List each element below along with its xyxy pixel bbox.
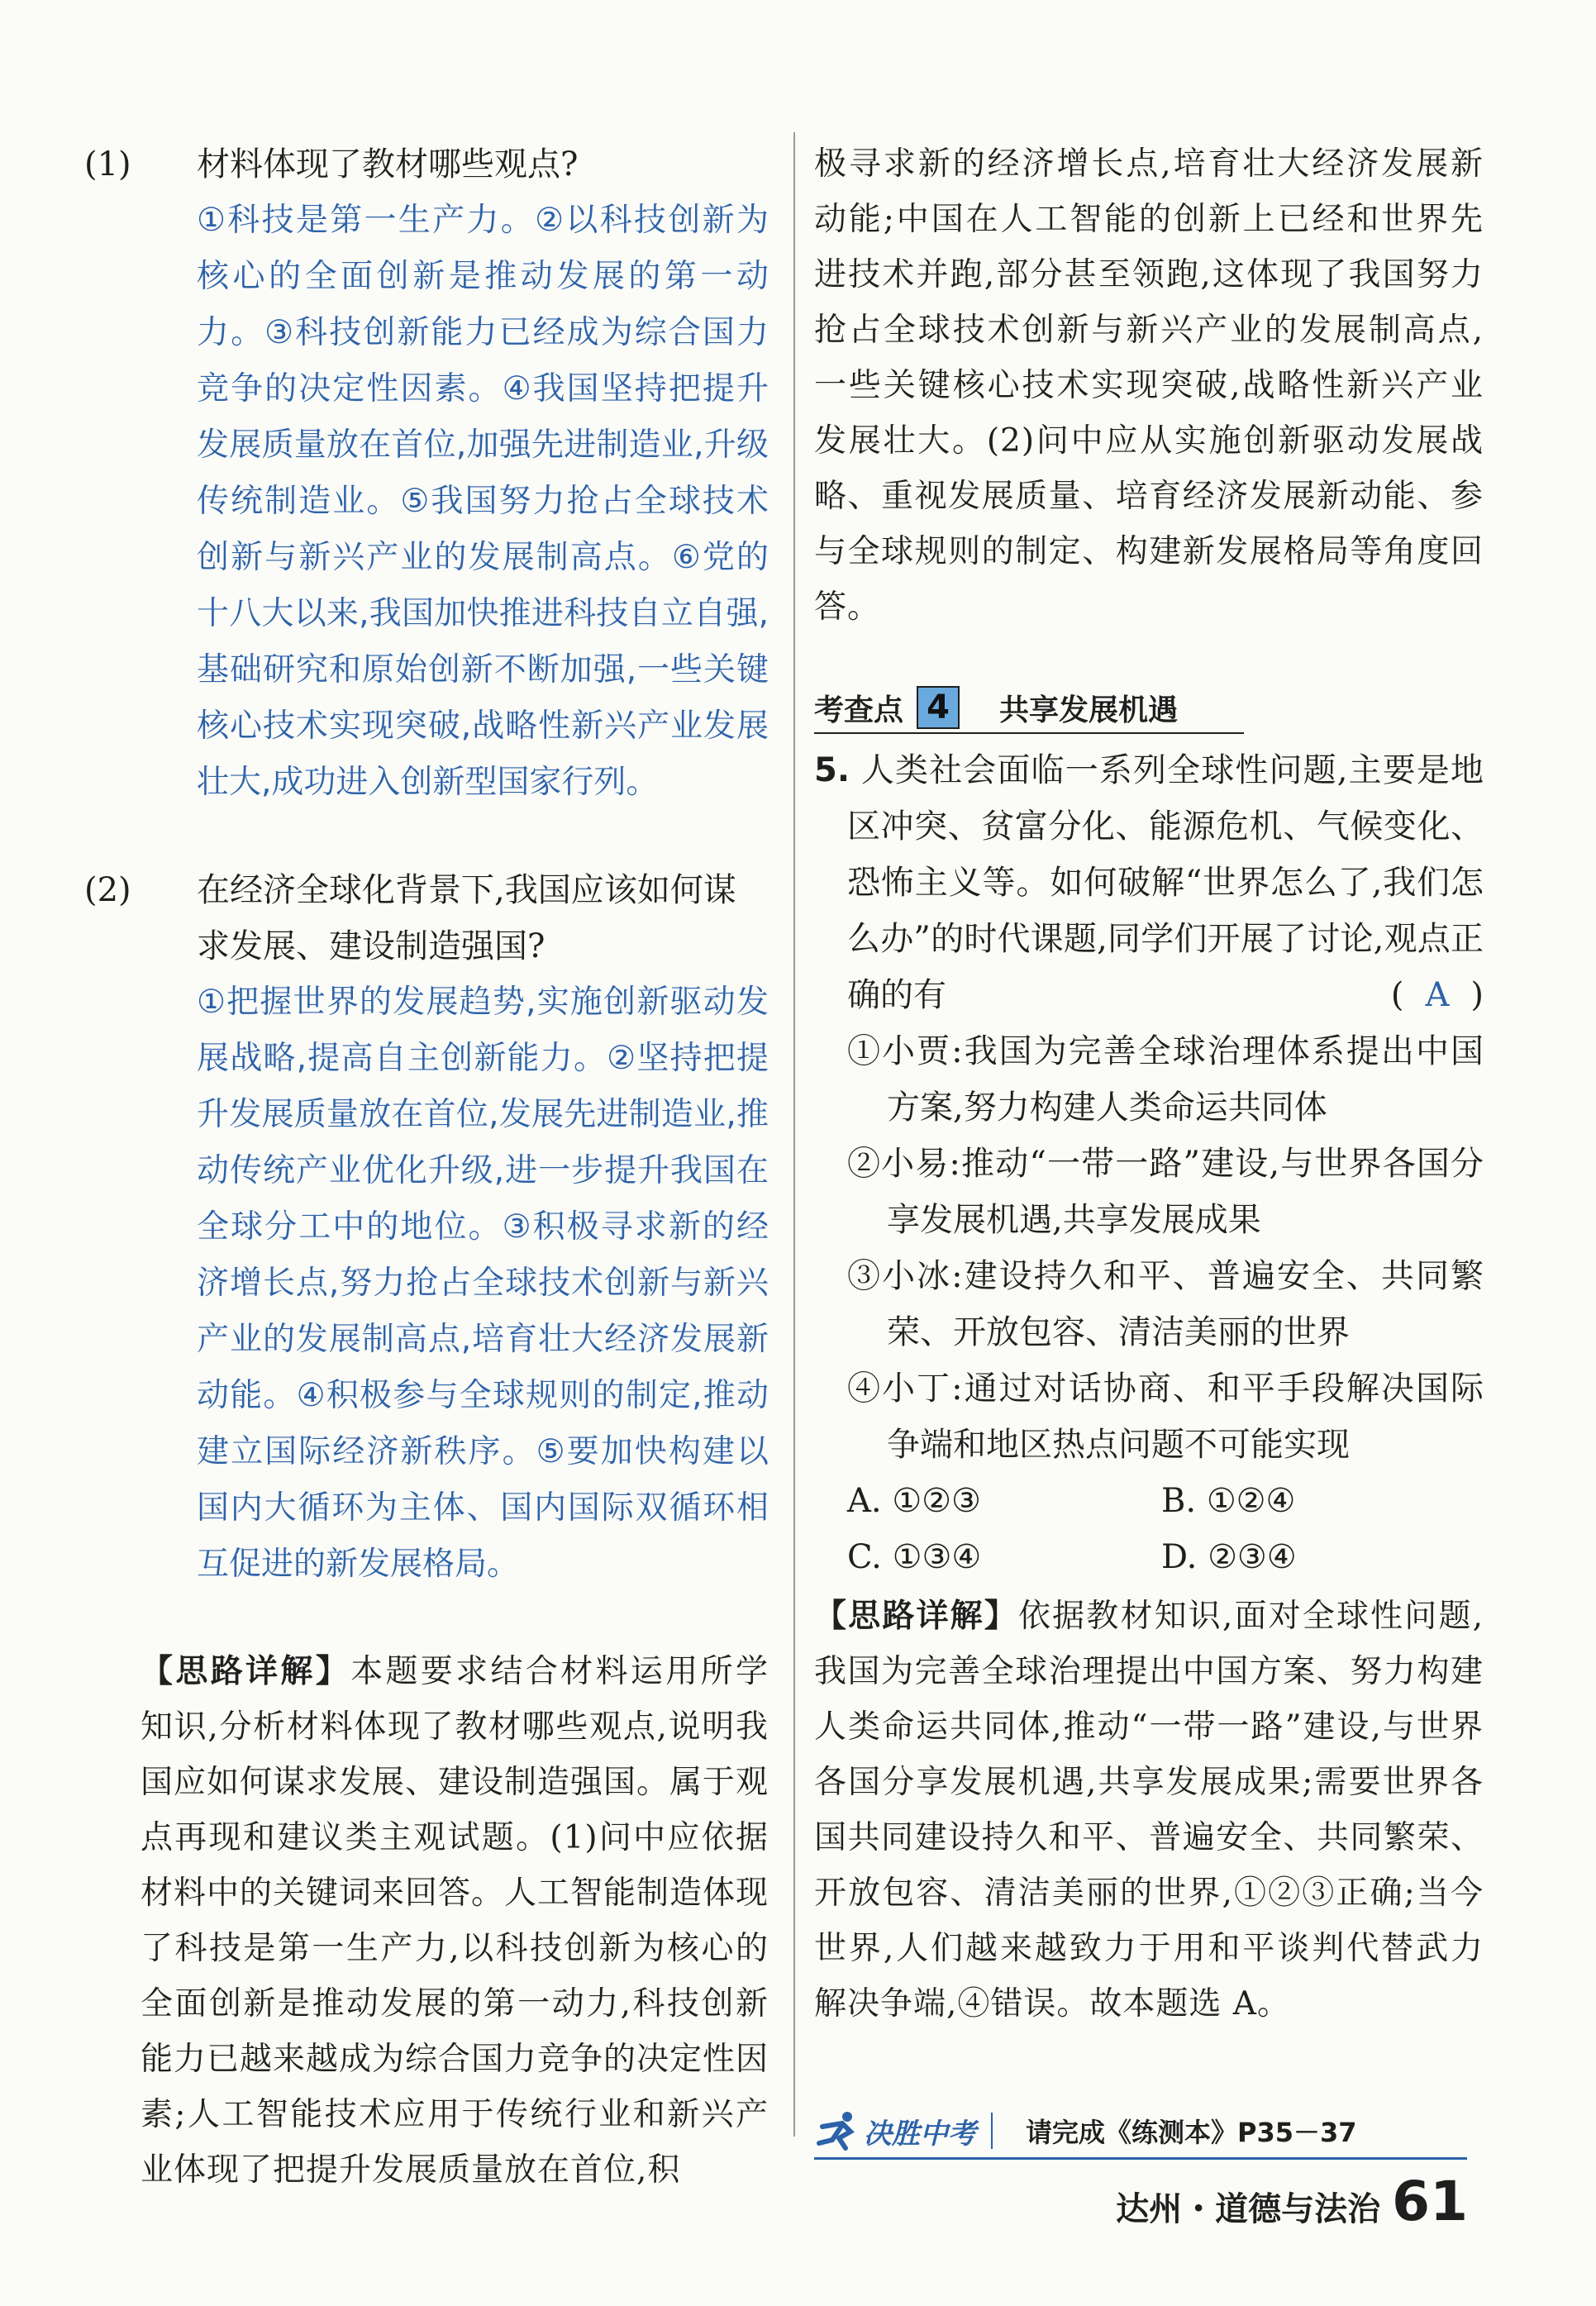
left-explanation (141, 1644, 769, 2198)
book-title: 达州・道德与法治 (1116, 2190, 1381, 2228)
page-number: 61 (1392, 2170, 1468, 2233)
statement-1: ①小贾:我国为完善全球治理体系提出中国方案,努力构建人类命运共同体 (847, 1032, 1484, 1127)
runner-icon (814, 2110, 864, 2151)
footer-note: 请完成《练测本》P35－37 (1026, 2117, 1357, 2148)
choices (814, 1473, 1484, 1585)
exam-point-number-badge: 4 (917, 686, 960, 729)
logo-text: 决胜中考 (864, 2117, 976, 2151)
question-5-answer-bracket: ( A ) (814, 967, 1484, 1023)
choice-c: C. ①③④ (847, 1538, 982, 1576)
question-2-number: (2) (84, 871, 131, 909)
question-1-number: (1) (84, 145, 131, 183)
explanation-text: 依据教材知识,面对全球性问题,我国为完善全球治理提出中国方案、努力构建人类命运共同体,推动“一带一路”建设,与世界各国分享发展机遇,共享发展成果;需要世界各国共同建设持久和平、普遍安全、共同繁荣、开放包容、清洁美丽的世界,①②③正确;当今世界,人们越来越致力于用和平谈判代替武力解决争端,④错误。故本题选 A。 (814, 1598, 1484, 2023)
column-divider (793, 132, 795, 2137)
explanation-tag: 【思路详解】 (814, 1598, 1018, 1635)
question-1-answer: ①科技是第一生产力。②以科技创新为核心的全面创新是推动发展的第一动力。③科技创新能力已经成为综合国力竞争的决定性因素。④我国坚持把提升发展质量放在首位,加强先进制造业,升级传统制造业。⑤我国努力抢占全球技术创新与新兴产业的发展制高点。⑥党的十八大以来,我国加快推进科技自立自强,基础研究和原始创新不断加强,一些关键核心技术实现突破,战略性新兴产业发展壮大,成功进入创新型国家行列。 (197, 202, 769, 801)
question-5-answer: A (1425, 976, 1450, 1014)
right-explanation (814, 1589, 1484, 2032)
explanation-text: 本题要求结合材料运用所学知识,分析材料体现了教材哪些观点,说明我国应如何谋求发展、建设制造强国。属于观点再现和建议类主观试题。(1)问中应依据材料中的关键词来回答。人工智能制造体现了科技是第一生产力,以科技创新为核心的全面创新是推动发展的第一动力,科技创新能力已越来越成为综合国力竞争的决定性因素;人工智能技术应用于传统行业和新兴产业体现了把提升发展质量放在首位,积 (141, 1653, 769, 2189)
question-1 (84, 136, 769, 193)
explanation-continuation: 极寻求新的经济增长点,培育壮大经济发展新动能;中国在人工智能的创新上已经和世界先进技术并跑,部分甚至领跑,这体现了我国努力抢占全球技术创新与新兴产业的发展制高点,一些关键核心技术实现突破,战略性新兴产业发展壮大。(2)问中应从实施创新驱动发展战略、重视发展质量、培育经济发展新动能、参与全球规则的制定、构建新发展格局等角度回答。 (814, 145, 1484, 626)
exam-point-title: 共享发展机遇 (999, 693, 1179, 727)
question-5-text: 人类社会面临一系列全球性问题,主要是地区冲突、贫富分化、能源危机、气候变化、恐怖主义等。如何破解“世界怎么了,我们怎么办”的时代课题,同学们开展了讨论,观点正确的有 (847, 751, 1484, 1014)
statement-3: ③小冰:建设持久和平、普遍安全、共同繁荣、开放包容、清洁美丽的世界 (847, 1257, 1484, 1351)
left-column (84, 136, 769, 2198)
choice-b: B. ①②④ (1161, 1482, 1296, 1520)
choice-d: D. ②③④ (1161, 1538, 1297, 1576)
footer-underline (814, 2157, 1467, 2160)
logo-divider (991, 2113, 993, 2149)
statement-2: ②小易:推动“一带一路”建设,与世界各国分享发展机遇,共享发展成果 (847, 1145, 1484, 1239)
footer-bar (814, 2106, 1467, 2156)
page-footer (1116, 2170, 1468, 2233)
statement-4: ④小丁:通过对话协商、和平手段解决国际争端和地区热点问题不可能实现 (847, 1370, 1484, 1464)
brand-logo (814, 2110, 976, 2151)
explanation-tag: 【思路详解】 (141, 1653, 351, 1690)
exam-point-header (814, 683, 1244, 734)
right-column (814, 136, 1484, 2032)
question-1-text: 材料体现了教材哪些观点? (197, 145, 579, 183)
choice-a: A. ①②③ (847, 1482, 981, 1520)
question-2-text: 在经济全球化背景下,我国应该如何谋求发展、建设制造强国? (197, 871, 736, 965)
question-5-number: 5. (814, 751, 850, 789)
question-2-answer: ①把握世界的发展趋势,实施创新驱动发展战略,提高自主创新能力。②坚持把提升发展质量放在首位,发展先进制造业,推动传统产业优化升级,进一步提升我国在全球分工中的地位。③积极寻求新的经济增长点,努力抢占全球技术创新与新兴产业的发展制高点,培育壮大经济发展新动能。④积极参与全球规则的制定,推动建立国际经济新秩序。⑤要加快构建以国内大循环为主体、国内国际双循环相互促进的新发展格局。 (197, 984, 769, 1583)
exam-point-label: 考查点 (814, 693, 904, 727)
question-2 (84, 862, 769, 974)
